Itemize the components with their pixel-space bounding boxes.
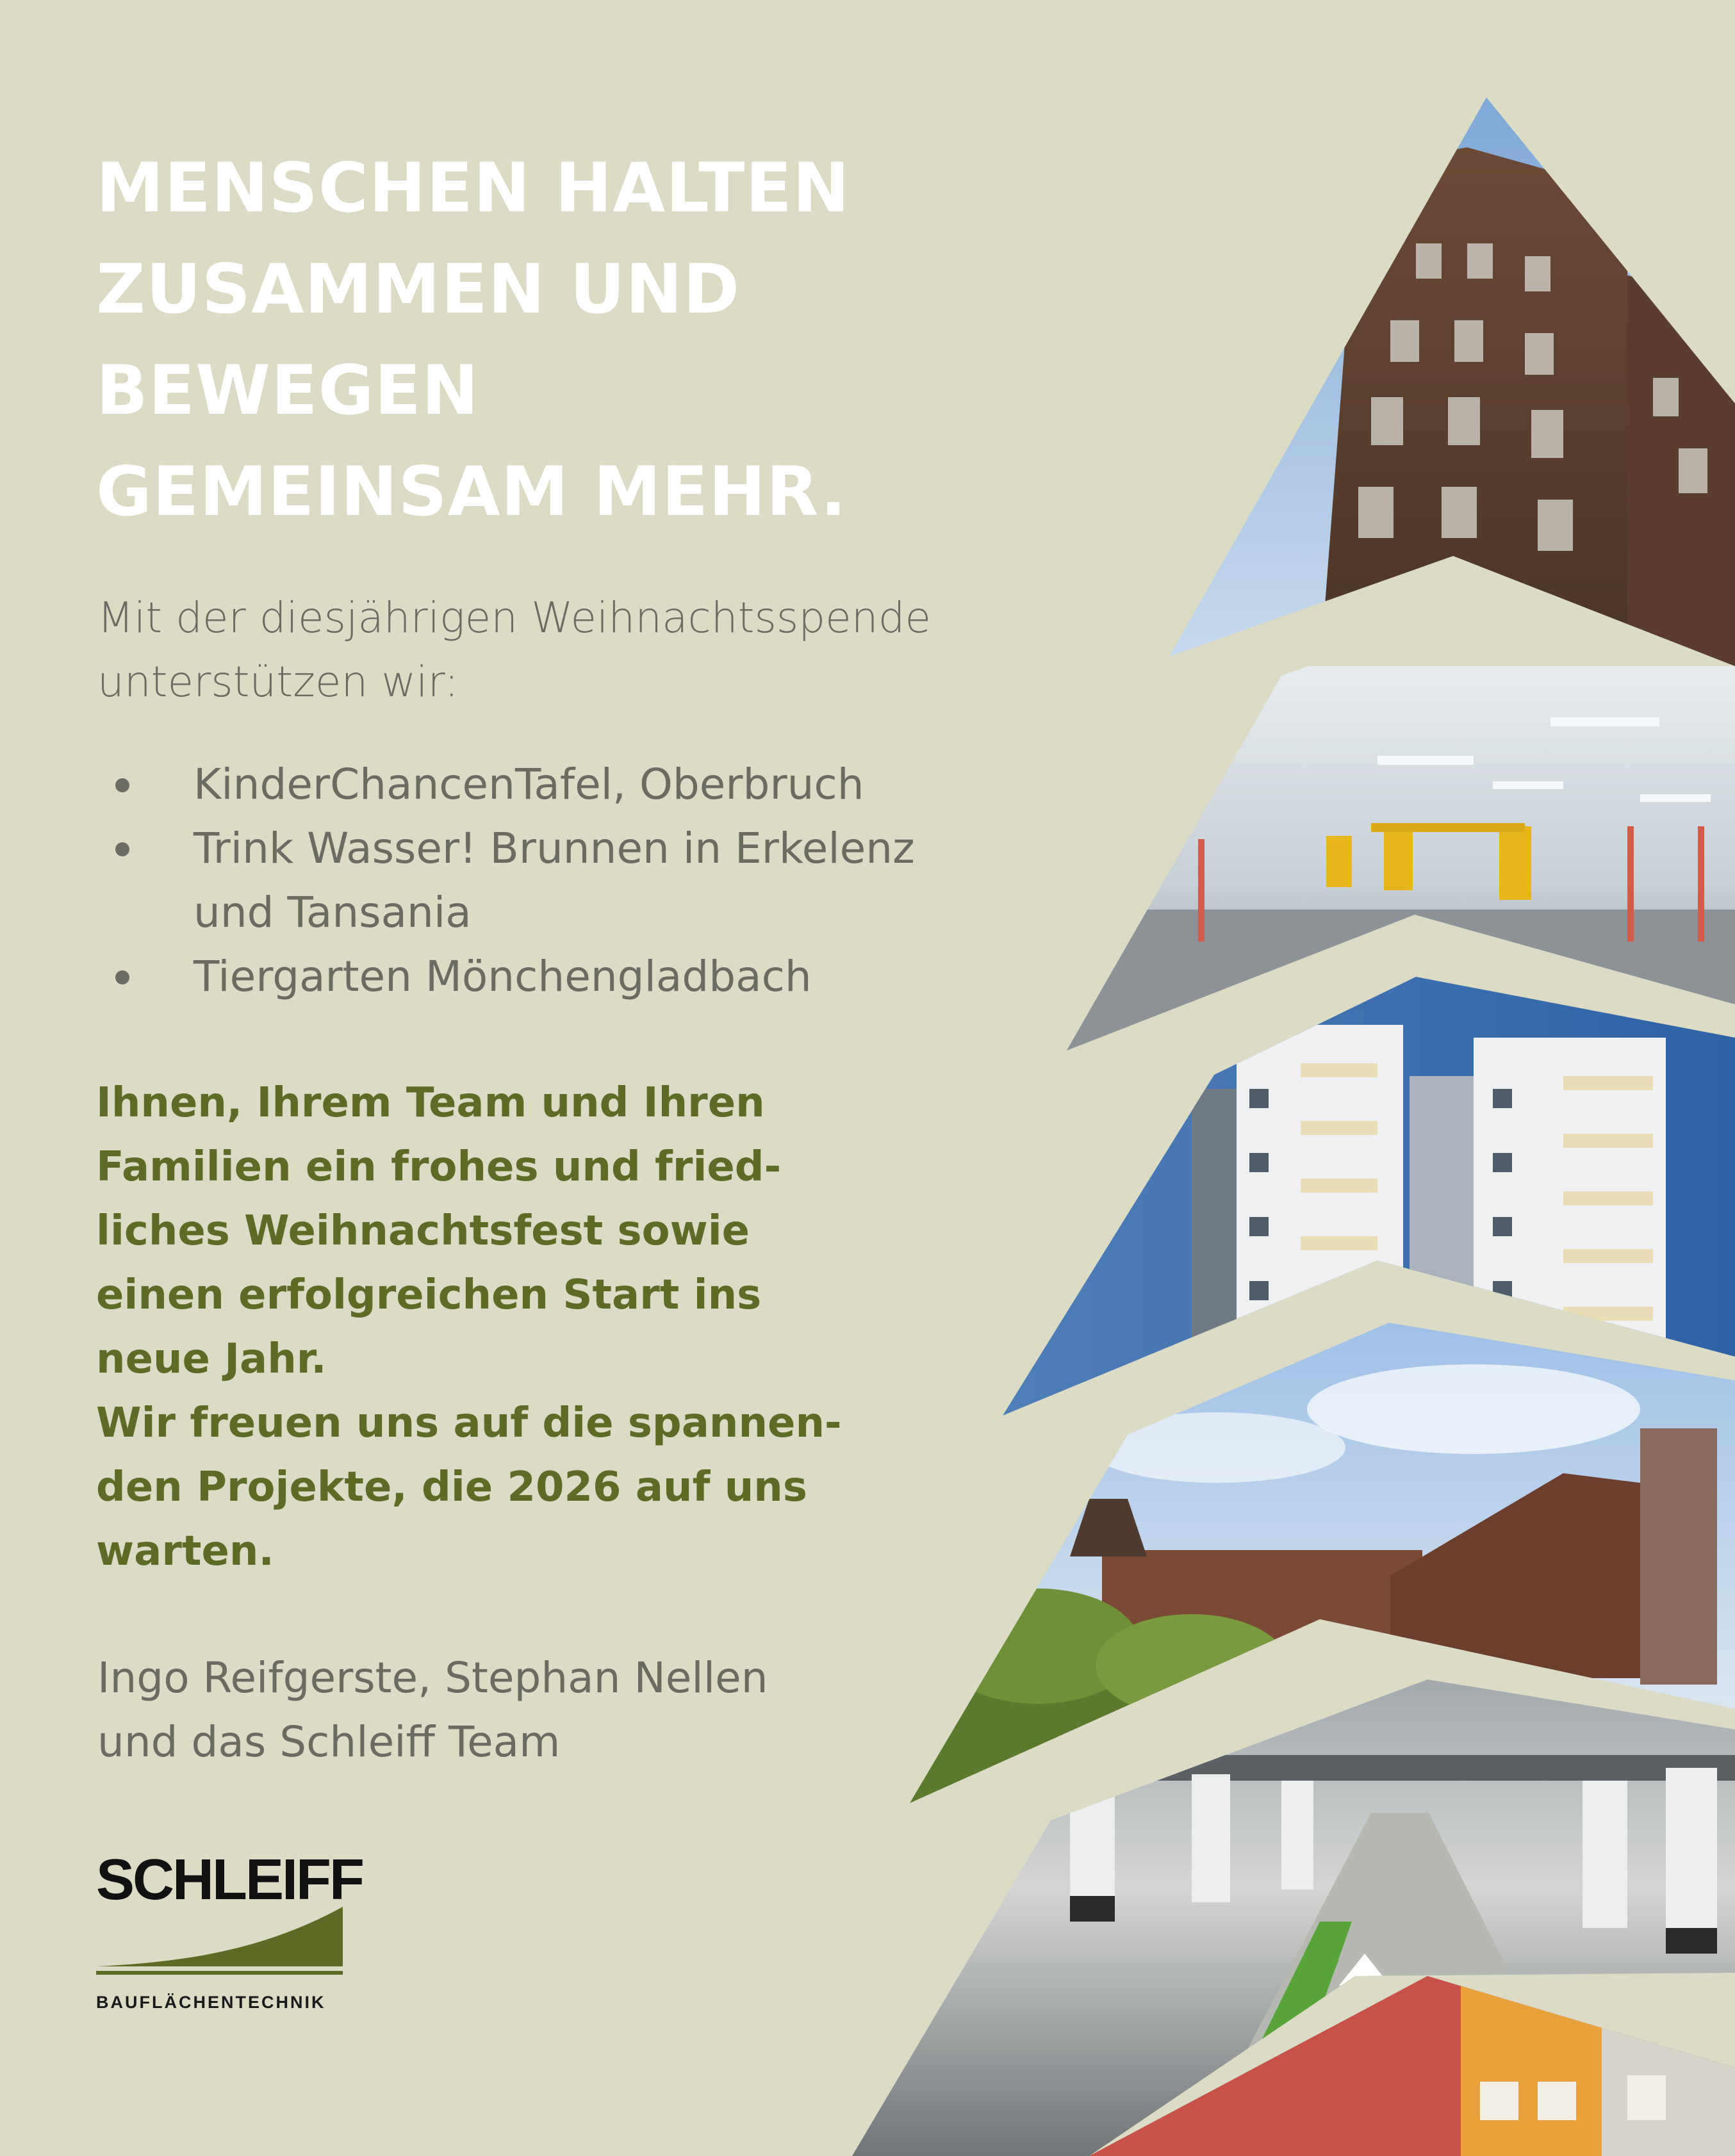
photo-underground-parking (846, 1665, 1735, 2156)
bullet-dot-icon (115, 970, 129, 984)
headline (96, 138, 929, 543)
signature-line: und das Schleiff Team (97, 1717, 561, 1767)
greeting-text (96, 1071, 993, 1583)
signature (97, 1646, 930, 1774)
greeting-line: warten. (96, 1528, 274, 1575)
headline-line: BEWEGEN (96, 351, 479, 430)
headline-line: ZUSAMMEN UND (96, 250, 741, 329)
intro-text (97, 586, 962, 714)
bullet-dot-icon (115, 842, 129, 856)
logo-swoosh-icon (96, 1848, 346, 1976)
logo-wordmark: SCHLEIFF (96, 1848, 363, 1912)
greeting-line: liches Weihnachtsfest sowie (96, 1207, 750, 1255)
donation-list (97, 753, 930, 1009)
logo-tagline: BAUFLÄCHENTECHNIK (96, 1993, 326, 2012)
bullet-dot-icon (115, 778, 129, 792)
donation-item (97, 753, 930, 817)
signature-line: Ingo Reifgerste, Stephan Nellen (97, 1653, 768, 1703)
donation-item (97, 817, 930, 945)
greeting-line: neue Jahr. (96, 1335, 327, 1383)
donation-line: Tiergarten Mönchengladbach (193, 952, 812, 1001)
greeting-line: einen erfolgreichen Start ins (96, 1271, 762, 1319)
donation-line: KinderChancenTafel, Oberbruch (193, 760, 864, 809)
headline-line: GEMEINSAM MEHR. (96, 452, 847, 531)
headline-line: MENSCHEN HALTEN (96, 149, 850, 227)
greeting-line: den Projekte, die 2026 auf uns (96, 1464, 807, 1511)
schleiff-logo (96, 1848, 363, 2014)
photo-industrial-complex (903, 1319, 1735, 1813)
greeting-line: Ihnen, Ihrem Team und Ihren (96, 1079, 765, 1127)
photo-colourful-facade (1083, 1973, 1735, 2156)
greeting-line: Familien ein frohes und fried- (96, 1143, 782, 1191)
intro-line: unterstützen wir: (97, 657, 459, 706)
intro-line: Mit der diesjährigen Weihnachtsspende (97, 593, 932, 642)
greeting-line: Wir freuen uns auf die spannen- (96, 1400, 842, 1447)
donation-item (97, 945, 930, 1009)
donation-line: Trink Wasser! Brunnen in Erkelenz (193, 824, 915, 873)
donation-line: und Tansania (193, 888, 472, 937)
photo-apartment-blocks (999, 974, 1735, 1422)
photo-parking-entrance (1057, 666, 1735, 1063)
photo-brick-tower (1153, 90, 1735, 673)
